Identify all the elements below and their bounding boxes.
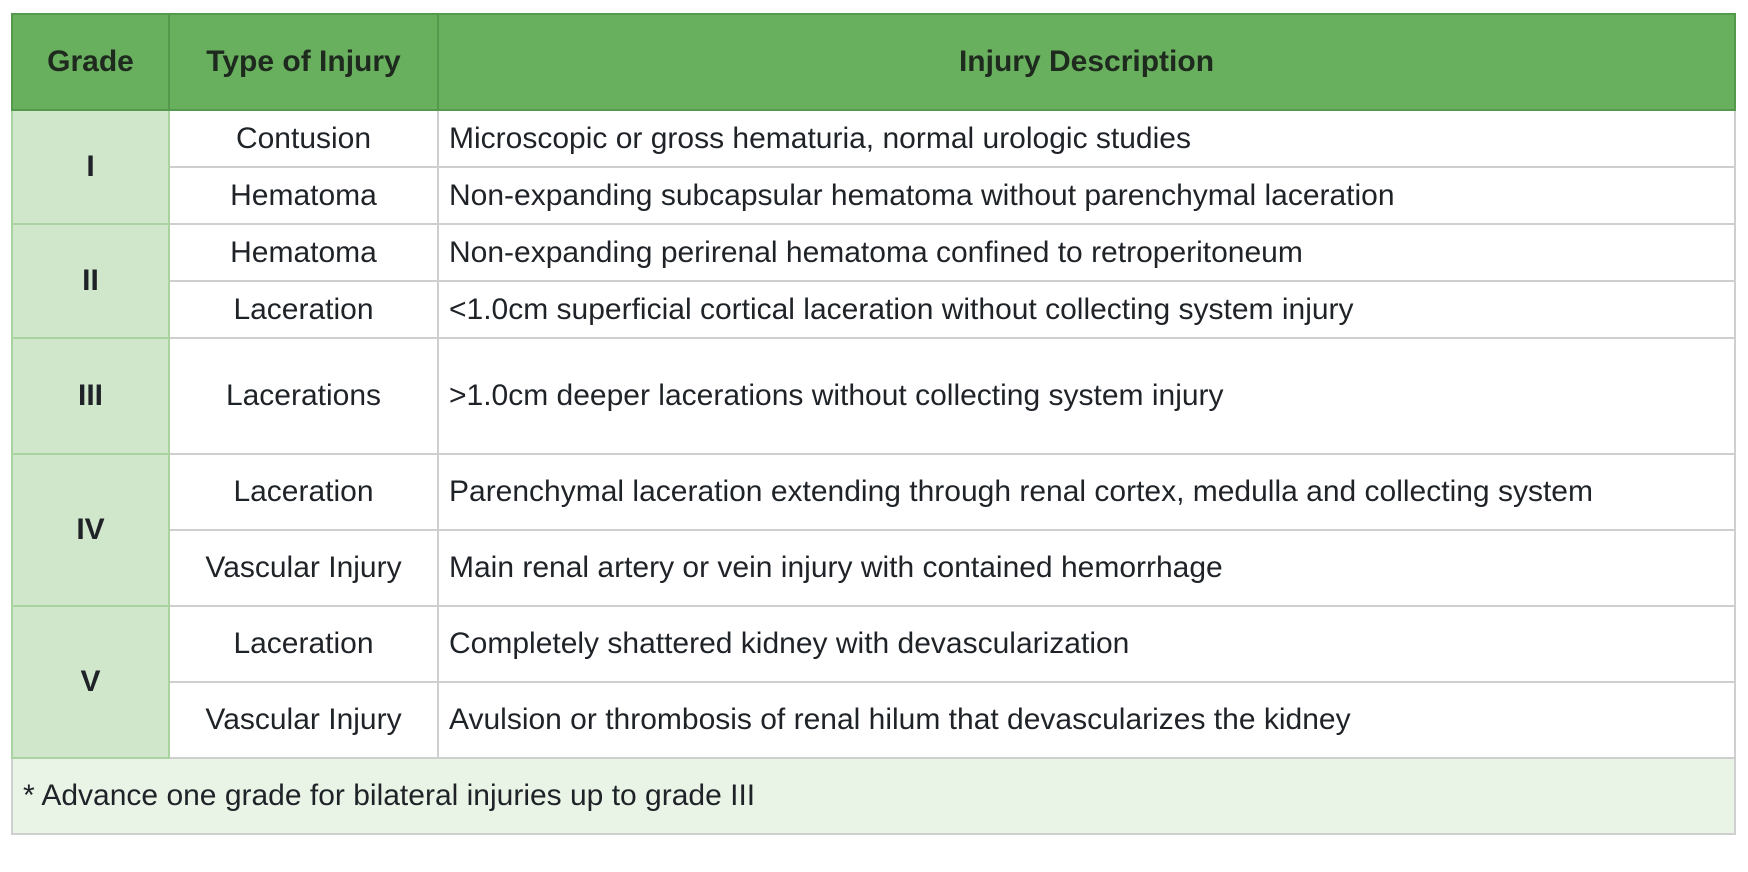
type-cell: Vascular Injury [169, 530, 438, 606]
injury-grading-table-container [11, 13, 1736, 835]
table-row [12, 281, 1735, 338]
description-cell: <1.0cm superficial cortical laceration without collecting system injury [438, 281, 1735, 338]
description-cell: Non-expanding subcapsular hematoma without parenchymal laceration [438, 167, 1735, 224]
header-injury-description: Injury Description [438, 14, 1735, 110]
type-cell: Hematoma [169, 224, 438, 281]
type-cell: Lacerations [169, 338, 438, 454]
grade-cell: III [12, 338, 169, 454]
footnote-row [12, 758, 1735, 834]
type-cell: Vascular Injury [169, 682, 438, 758]
description-cell: Completely shattered kidney with devascularization [438, 606, 1735, 682]
description-cell: Non-expanding perirenal hematoma confined to retroperitoneum [438, 224, 1735, 281]
description-cell: Parenchymal laceration extending through renal cortex, medulla and collecting system [438, 454, 1735, 530]
header-row [12, 14, 1735, 110]
type-cell: Contusion [169, 110, 438, 167]
table-row [12, 530, 1735, 606]
footnote: * Advance one grade for bilateral injuries up to grade III [12, 758, 1735, 834]
table-row [12, 224, 1735, 281]
table-row [12, 682, 1735, 758]
description-cell: Avulsion or thrombosis of renal hilum that devascularizes the kidney [438, 682, 1735, 758]
table-row [12, 338, 1735, 454]
type-cell: Laceration [169, 454, 438, 530]
table-row [12, 606, 1735, 682]
table-row [12, 454, 1735, 530]
type-cell: Hematoma [169, 167, 438, 224]
header-grade: Grade [12, 14, 169, 110]
description-cell: Main renal artery or vein injury with contained hemorrhage [438, 530, 1735, 606]
grade-cell: IV [12, 454, 169, 606]
header-type-of-injury: Type of Injury [169, 14, 438, 110]
description-cell: >1.0cm deeper lacerations without collecting system injury [438, 338, 1735, 454]
type-cell: Laceration [169, 281, 438, 338]
grade-cell: II [12, 224, 169, 338]
type-cell: Laceration [169, 606, 438, 682]
grade-cell: I [12, 110, 169, 224]
injury-grading-table [11, 13, 1736, 835]
table-row [12, 110, 1735, 167]
table-header [12, 14, 1735, 110]
description-cell: Microscopic or gross hematuria, normal urologic studies [438, 110, 1735, 167]
grade-cell: V [12, 606, 169, 758]
table-row [12, 167, 1735, 224]
table-body [12, 110, 1735, 834]
